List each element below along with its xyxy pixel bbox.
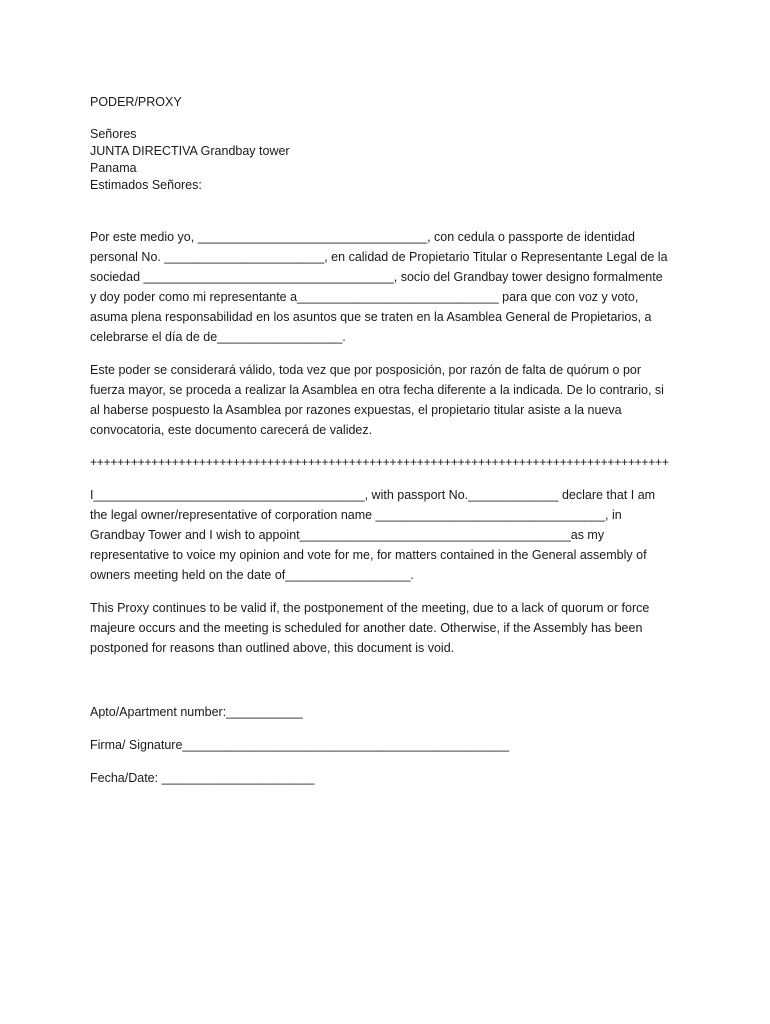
es-p2-line: convocatoria, este documento carecerá de validez. (90, 423, 373, 437)
salutation-line-1: Señores (90, 127, 137, 141)
en-p1-line: representative to voice my opinion and vote for me, for matters contained in the General assembly of (90, 548, 647, 562)
signature-field: Firma/ Signature_______________________________________________ (90, 738, 510, 752)
es-p1-line: celebrarse el día de de__________________. (90, 330, 346, 344)
salutation-line-3: Panama (90, 161, 137, 175)
en-p2-line: postponed for reasons than outlined above, this document is void. (90, 641, 455, 655)
salutation-block (90, 126, 676, 194)
es-p1-line: y doy poder como mi representante a_____________________________ para que con voz y voto, (90, 290, 639, 304)
en-p1-line: owners meeting held on the date of__________________. (90, 568, 414, 582)
es-p2-line: al haberse pospuesto la Asamblea por razones expuestas, el propietario titular asiste a la nueva (90, 403, 622, 417)
english-paragraph-1 (90, 485, 676, 585)
english-paragraph-2 (90, 598, 676, 658)
apartment-number-field: Apto/Apartment number:___________ (90, 705, 303, 719)
es-p2-line: fuerza mayor, se proceda a realizar la Asamblea en otra fecha diferente a la indicada. De lo contrario, si (90, 383, 664, 397)
es-p1-line: Por este medio yo, _________________________________, con cedula o passporte de identidad (90, 230, 635, 244)
en-p2-line: majeure occurs and the meeting is scheduled for another date. Otherwise, if the Assembly has been (90, 621, 643, 635)
es-p1-line: personal No. _______________________, en calidad de Propietario Titular o Representante Legal de la (90, 250, 668, 264)
document-title (90, 94, 676, 111)
salutation-line-4: Estimados Señores: (90, 178, 202, 192)
es-p1-line: asuma plena responsabilidad en los asuntos que se traten en la Asamblea General de Propietarios, a (90, 310, 652, 324)
date-field: Fecha/Date: ______________________ (90, 771, 315, 785)
en-p1-line: Grandbay Tower and I wish to appoint_______________________________________as my (90, 528, 605, 542)
es-p1-line: sociedad ____________________________________, socio del Grandbay tower designo formalmente (90, 270, 663, 284)
en-p1-line: I_______________________________________, with passport No._____________ declare that I am (90, 488, 656, 502)
salutation-line-2: JUNTA DIRECTIVA Grandbay tower (90, 144, 290, 158)
spanish-paragraph-2 (90, 360, 676, 440)
en-p2-line: This Proxy continues to be valid if, the postponement of the meeting, due to a lack of quorum or force (90, 601, 650, 615)
en-p1-line: the legal owner/representative of corporation name _________________________________, in (90, 508, 622, 522)
section-separator: +++++++++++++++++++++++++++++++++++++++++++++++++++++++++++++++++++++++++++++++++++++ (90, 455, 669, 469)
es-p2-line: Este poder se considerará válido, toda vez que por posposición, por razón de falta de quórum o por (90, 363, 642, 377)
title-text: PODER/PROXY (90, 95, 182, 109)
spanish-paragraph-1 (90, 227, 676, 347)
